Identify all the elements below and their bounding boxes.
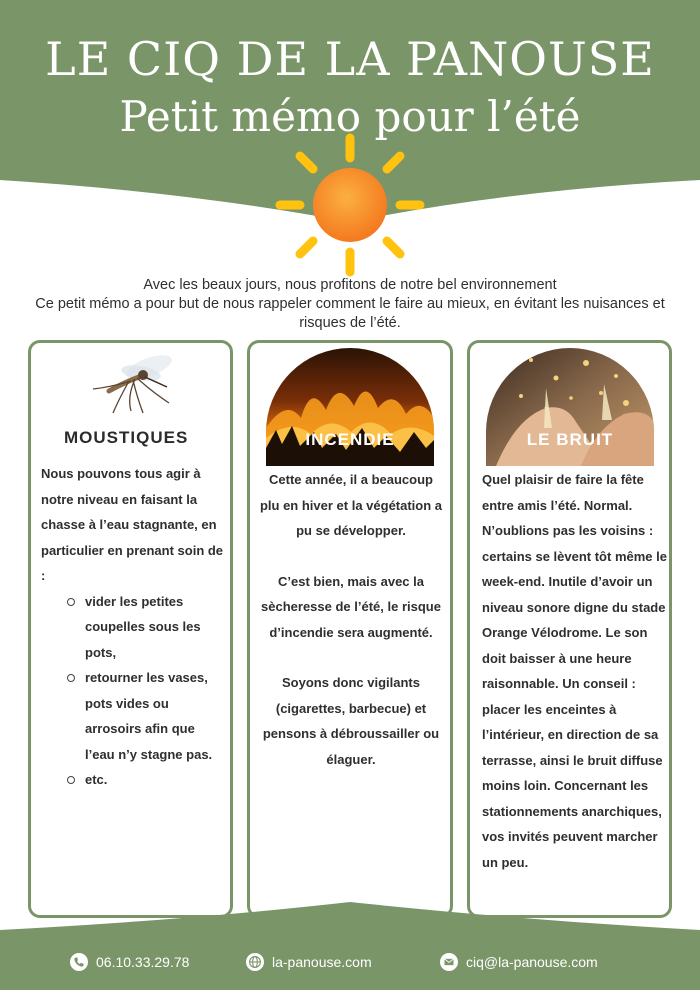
contact-email[interactable] (440, 953, 598, 971)
email-address[interactable]: ciq@la-panouse.com (466, 954, 598, 970)
globe-icon (246, 953, 264, 971)
contact-website[interactable] (246, 953, 372, 971)
intro-line-1: Avec les beaux jours, nous profitons de notre bel environnement (143, 277, 557, 293)
intro-line-2: Ce petit mémo a pour but de nous rappeler comment le faire au mieux, en évitant les nuisances et risques de l’été. (35, 296, 665, 331)
card-text-incendie (258, 467, 444, 772)
card-moustiques (28, 340, 233, 918)
page-subtitle: Petit mémo pour l’été (119, 92, 581, 141)
contact-phone[interactable] (70, 953, 189, 971)
list-item: etc. (75, 767, 226, 793)
incendie-paragraph-1: Cette année, il a beaucoup plu en hiver et la végétation a pu se développer. (259, 472, 443, 538)
sun-icon (270, 130, 430, 280)
card-text-bruit: Quel plaisir de faire la fête entre amis l’été. Normal. N’oublions pas les voisins : certains se lèvent tôt même le week-end. Inutile d’avoir un niveau sonore digne du stade Orange Vélodrome. Le son doit baisser à une heure raisonnable. Un conseil : placer les enceintes à l’intérieur, en direction de sa terrasse, ainsi le bruit diffuse moins loin. Concernant les stationnements anarchiques, vos invités peuvent marcher un peu. (482, 472, 667, 870)
page-title: LE CIQ DE LA PANOUSE (45, 32, 655, 86)
phone-icon (70, 953, 88, 971)
moustiques-list (41, 589, 226, 793)
intro-text (20, 276, 680, 333)
moustiques-paragraph: Nous pouvons tous agir à notre niveau en faisant la chasse à l’eau stagnante, en particulier en prenant soin de : (41, 466, 224, 583)
card-title-moustiques: MOUSTIQUES (64, 428, 189, 447)
card-text-moustiques (41, 461, 226, 793)
mail-icon (440, 953, 458, 971)
footer-banner (0, 900, 700, 990)
forest-fire-image (266, 348, 434, 466)
list-item: vider les petites coupelles sous les pots, (75, 589, 226, 666)
card-title-bruit: LE BRUIT (526, 430, 614, 449)
mosquito-icon (71, 347, 191, 417)
phone-number: 06.10.33.29.78 (96, 954, 190, 970)
incendie-paragraph-3: Soyons donc vigilants (cigarettes, barbecue) et pensons à débroussailler ou élaguer. (262, 675, 440, 767)
party-image (486, 348, 654, 466)
card-incendie (247, 340, 453, 918)
website-link[interactable]: la-panouse.com (272, 954, 372, 970)
incendie-paragraph-2: C’est bien, mais avec la sècheresse de l’été, le risque d’incendie sera augmenté. (261, 573, 441, 640)
list-item: retourner les vases, pots vides ou arrosoirs afin que l’eau n’y stagne pas. (75, 665, 226, 767)
card-bruit (467, 340, 672, 918)
card-title-incendie: INCENDIE (305, 430, 395, 449)
